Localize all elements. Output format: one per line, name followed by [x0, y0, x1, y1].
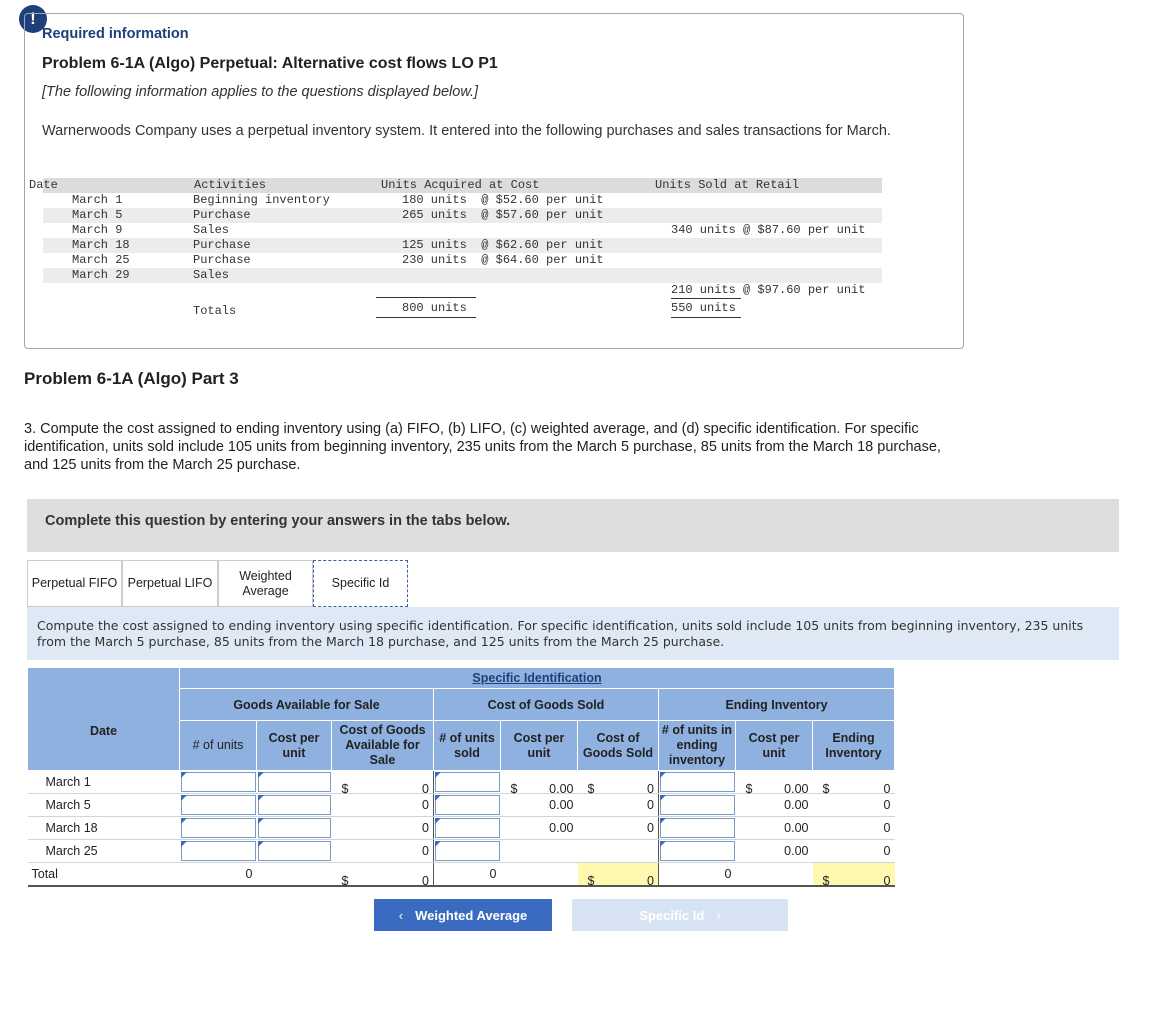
currency-symbol: $: [745, 782, 753, 796]
table-row: [28, 817, 895, 840]
tx-header-activities: Activities: [194, 178, 267, 192]
chevron-left-icon: ‹: [398, 907, 404, 923]
units-ending-input[interactable]: [659, 794, 736, 816]
empty-cell: [578, 840, 659, 863]
tx-date: March 25: [72, 253, 130, 267]
row-date: March 25: [28, 840, 180, 863]
currency-symbol: $: [587, 782, 595, 796]
group-cogs: Cost of Goods Sold: [434, 689, 659, 721]
tab-specific-id[interactable]: Specific Id: [313, 560, 408, 607]
underline: [671, 317, 741, 318]
cogs-cost-value: 0: [578, 794, 659, 817]
total-units-sold: 0: [434, 863, 501, 886]
col-cost-per-unit: Cost per unit: [257, 721, 332, 771]
tx-date: March 1: [72, 193, 123, 207]
ending-inventory-value: 0: [813, 794, 895, 817]
units-input[interactable]: [180, 794, 257, 816]
tx-activity: Purchase: [193, 208, 251, 222]
instructions-band: [27, 499, 1119, 552]
units-ending-input[interactable]: [659, 817, 736, 839]
empty-cell: [736, 863, 813, 886]
cost-available-value: 0: [422, 782, 429, 796]
cogs-cost-value: 0: [578, 817, 659, 840]
col-cogs-cost-per-unit: Cost per unit: [501, 721, 578, 771]
specific-identification-table: [27, 667, 895, 887]
ending-inventory-value: 0: [883, 782, 891, 796]
tx-activity: Sales: [193, 223, 230, 237]
currency-symbol: $: [341, 782, 349, 796]
tx-total-sold: 550 units: [671, 301, 736, 315]
tx-acquired: 125 units @ $62.60 per unit: [402, 238, 604, 252]
cogs-cost-per-unit-value: 0.00: [501, 817, 578, 840]
cost-per-unit-input[interactable]: [257, 794, 332, 816]
group-goods-available: Goods Available for Sale: [180, 689, 434, 721]
total-cost-available: 0: [422, 873, 429, 888]
tx-date: March 18: [72, 238, 130, 252]
next-button-label: Specific Id: [639, 907, 705, 923]
underline: [671, 298, 741, 299]
table-row: [28, 794, 895, 817]
cogs-cost-per-unit-value: 0.00: [501, 794, 578, 817]
units-sold-input[interactable]: [434, 840, 501, 862]
tx-date: March 29: [72, 268, 130, 282]
tab-weighted-average[interactable]: Weighted Average: [218, 560, 313, 607]
col-units-ending: # of units in ending inventory: [659, 721, 736, 771]
row-date: March 1: [28, 771, 180, 794]
col-units: # of units: [180, 721, 257, 771]
cost-per-unit-input[interactable]: [257, 840, 332, 862]
tx-acquired: 230 units @ $64.60 per unit: [402, 253, 604, 267]
alert-icon: !: [19, 5, 47, 33]
required-info-label: Required information: [42, 26, 189, 42]
tx-activity: Beginning inventory: [193, 193, 330, 207]
currency-symbol: $: [822, 873, 830, 888]
intro-text: Warnerwoods Company uses a perpetual inventory system. It entered into the following purchases and sales transactions for March.: [42, 123, 891, 139]
cost-per-unit-input[interactable]: [257, 771, 332, 793]
total-ending-inventory: 0: [883, 873, 891, 888]
instructions-text: Complete this question by entering your answers in the tabs below.: [45, 513, 511, 529]
tx-activity: Sales: [193, 268, 230, 282]
tab-instruction-text: Compute the cost assigned to ending inventory using specific identification. For specific identification, units sold include 105 units from beginning inventory, 235 units from the March 5 purchase, 85 units from the March 18 purchase, and 125 units from the March 25 purchase.: [37, 618, 1084, 649]
cogs-cost-per-unit-value: 0.00: [549, 782, 574, 796]
cost-available-value: 0: [332, 794, 434, 817]
units-input[interactable]: [180, 840, 257, 862]
col-units-sold: # of units sold: [434, 721, 501, 771]
empty-cell: [501, 863, 578, 886]
tx-activity: Purchase: [193, 238, 251, 252]
tx-activity: Purchase: [193, 253, 251, 267]
underline: [376, 297, 476, 298]
col-cost-available: Cost of Goods Available for Sale: [332, 721, 434, 771]
tx-acquired: 180 units @ $52.60 per unit: [402, 193, 604, 207]
prev-button-label: Weighted Average: [415, 907, 528, 923]
tab-perpetual-lifo[interactable]: Perpetual LIFO: [122, 560, 218, 607]
currency-symbol: $: [587, 873, 595, 888]
tab-instruction-panel: [27, 607, 1119, 660]
info-note: [The following information applies to the questions displayed below.]: [42, 84, 479, 100]
row-date: March 5: [28, 794, 180, 817]
question-text: 3. Compute the cost assigned to ending inventory using (a) FIFO, (b) LIFO, (c) weighted average, and (d) specific identification. For specific identification, units sold include 105 units from beginning inventory, 235 units from the March 5 purchase, 85 units from the March 18 purchase, and 125 units from the March 25 purchase.: [24, 421, 941, 473]
ending-inventory-value: 0: [813, 817, 895, 840]
ending-cost-per-unit-value: 0.00: [736, 794, 813, 817]
col-ending-inventory: Ending Inventory: [813, 721, 895, 771]
total-cogs: 0: [647, 873, 654, 888]
table-row: [28, 771, 895, 794]
tx-date: March 9: [72, 223, 123, 237]
ending-cost-per-unit-value: 0.00: [736, 817, 813, 840]
tx-totals-label: Totals: [193, 304, 237, 318]
part-title: Problem 6-1A (Algo) Part 3: [24, 369, 239, 388]
problem-title: Problem 6-1A (Algo) Perpetual: Alternative cost flows LO P1: [42, 55, 498, 72]
total-units: 0: [180, 863, 257, 886]
tx-total-acquired: 800 units: [402, 301, 467, 315]
table-title: Specific Identification: [472, 671, 602, 685]
cogs-cost-value: 0: [647, 782, 654, 796]
table-row: [28, 840, 895, 863]
units-ending-input[interactable]: [659, 771, 736, 793]
currency-symbol: $: [341, 873, 349, 888]
tx-sold: 210 units @ $97.60 per unit: [671, 283, 866, 297]
tx-acquired: 265 units @ $57.60 per unit: [402, 208, 604, 222]
cost-available-value: 0: [332, 817, 434, 840]
tx-date: March 5: [72, 208, 123, 222]
tab-perpetual-fifo[interactable]: Perpetual FIFO: [27, 560, 122, 607]
row-date: March 18: [28, 817, 180, 840]
units-input[interactable]: [180, 817, 257, 839]
prev-button[interactable]: [374, 899, 552, 931]
units-sold-input[interactable]: [434, 771, 501, 793]
ending-cost-per-unit-value: 0.00: [784, 782, 809, 796]
next-button[interactable]: [572, 899, 788, 931]
tx-sold: 340 units @ $87.60 per unit: [671, 223, 866, 237]
ending-inventory-value: 0: [813, 840, 895, 863]
tx-header-acquired: Units Acquired at Cost: [381, 178, 540, 192]
units-input[interactable]: [180, 771, 257, 793]
empty-cell: [257, 863, 332, 886]
ending-cost-per-unit-value: 0.00: [736, 840, 813, 863]
total-row: [28, 863, 895, 886]
cost-per-unit-input[interactable]: [257, 817, 332, 839]
group-ending-inventory: Ending Inventory: [659, 689, 895, 721]
total-label: Total: [28, 863, 180, 886]
currency-symbol: $: [510, 782, 518, 796]
total-units-ending: 0: [659, 863, 736, 886]
tx-header-sold: Units Sold at Retail: [655, 178, 800, 192]
col-ending-cost-per-unit: Cost per unit: [736, 721, 813, 771]
tx-row-band: [43, 268, 882, 283]
underline: [376, 317, 476, 318]
empty-cell: [501, 840, 578, 863]
cost-available-value: 0: [332, 840, 434, 863]
units-sold-input[interactable]: [434, 794, 501, 816]
col-cogs-cost: Cost of Goods Sold: [578, 721, 659, 771]
chevron-right-icon: ›: [716, 907, 721, 923]
tx-header-date: Date: [29, 178, 58, 192]
units-sold-input[interactable]: [434, 817, 501, 839]
units-ending-input[interactable]: [659, 840, 736, 862]
currency-symbol: $: [822, 782, 830, 796]
col-date-header: Date: [28, 668, 180, 771]
